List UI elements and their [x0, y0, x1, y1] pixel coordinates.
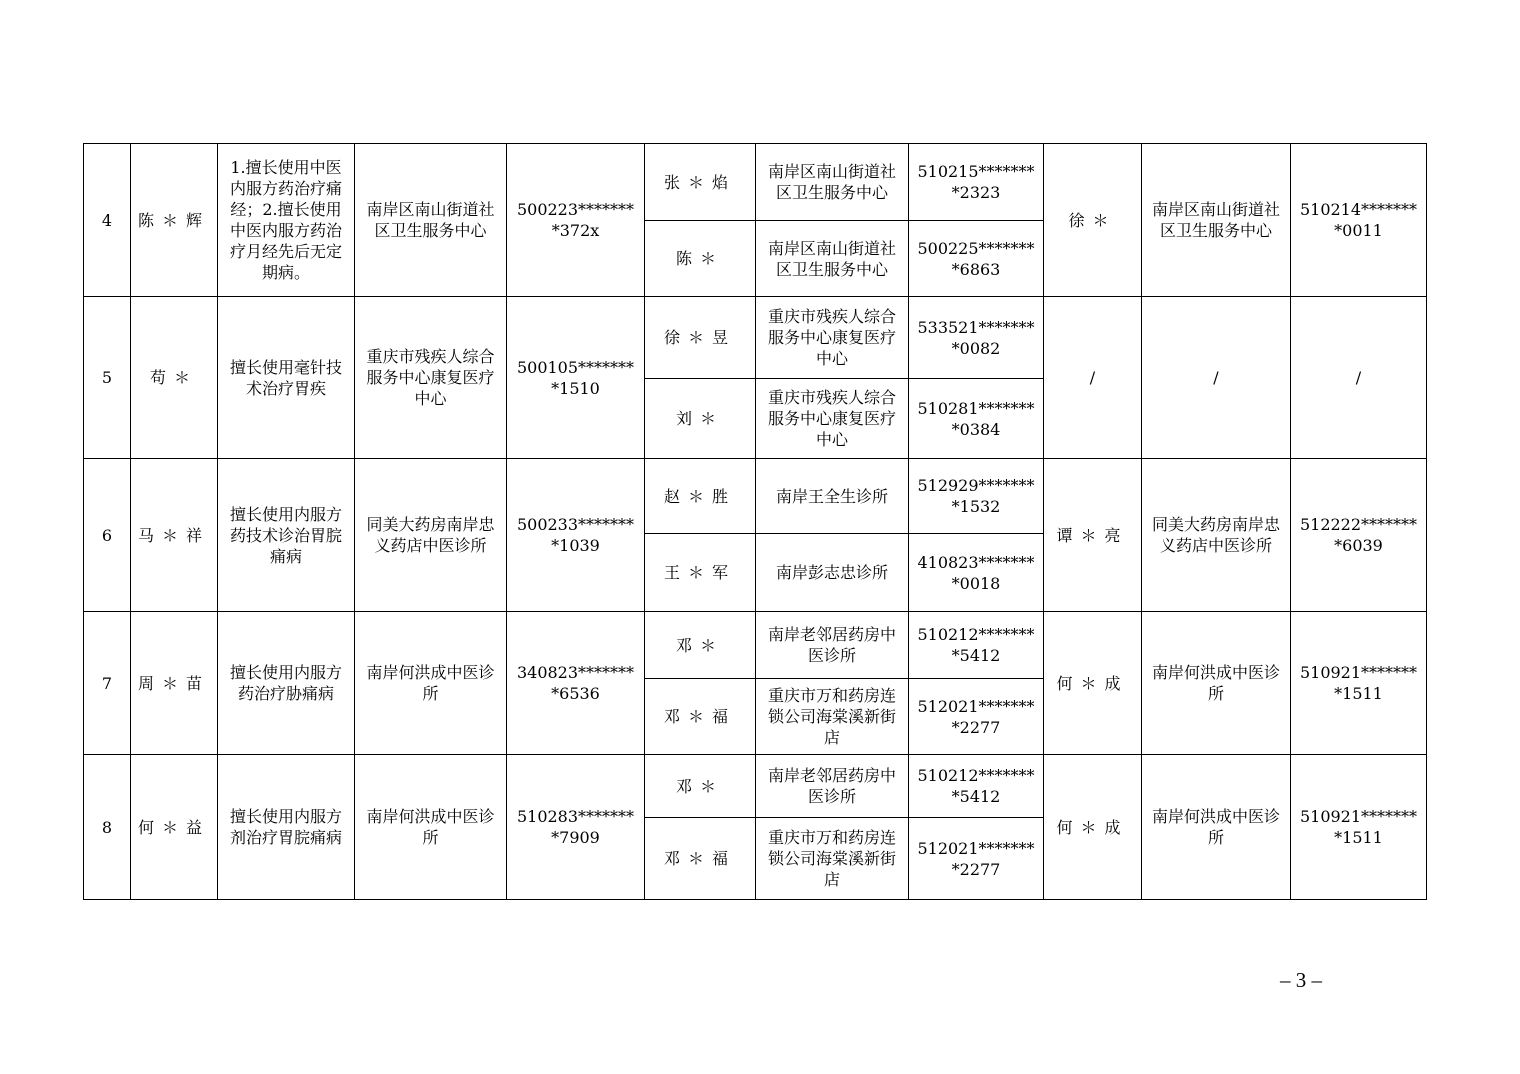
mentor-name: 邓＊	[645, 612, 756, 679]
witness-unit: 南岸区南山街道社区卫生服务中心	[1142, 144, 1291, 297]
table-row	[84, 755, 1427, 818]
mentor-id: 410823********0018	[909, 534, 1044, 612]
mentor-name: 邓＊	[645, 755, 756, 818]
page-number: – 3 –	[1280, 968, 1322, 992]
skill-description: 擅长使用内服方剂治疗胃脘痛病	[218, 755, 355, 900]
inheritor-name: 马＊祥	[131, 459, 218, 612]
row-number: 6	[84, 459, 131, 612]
mentor-id: 512021********2277	[909, 818, 1044, 900]
witness-unit: /	[1142, 297, 1291, 459]
witness-name: 谭＊亮	[1044, 459, 1142, 612]
witness-name: 徐＊	[1044, 144, 1142, 297]
mentor-id: 512929********1532	[909, 459, 1044, 534]
mentor-id: 510281********0384	[909, 379, 1044, 459]
table-row	[84, 612, 1427, 679]
mentor-unit: 南岸王全生诊所	[756, 459, 909, 534]
mentor-unit: 南岸彭志忠诊所	[756, 534, 909, 612]
skill-description: 擅长使用内服方药治疗胁痛病	[218, 612, 355, 755]
mentor-name: 徐＊昱	[645, 297, 756, 379]
row-number: 5	[84, 297, 131, 459]
row-number: 7	[84, 612, 131, 755]
inheritor-name: 何＊益	[131, 755, 218, 900]
table-row	[84, 297, 1427, 379]
table-row	[84, 459, 1427, 534]
mentor-unit: 南岸老邻居药房中医诊所	[756, 755, 909, 818]
mentor-unit: 重庆市残疾人综合服务中心康复医疗中心	[756, 379, 909, 459]
inheritor-name: 陈＊辉	[131, 144, 218, 297]
mentor-name: 邓＊福	[645, 679, 756, 755]
witness-id: /	[1291, 297, 1427, 459]
witness-name: /	[1044, 297, 1142, 459]
inheritor-name: 周＊苗	[131, 612, 218, 755]
inheritor-id: 340823********6536	[507, 612, 645, 755]
inheritor-unit: 南岸何洪成中医诊所	[355, 755, 507, 900]
inheritor-id: 510283********7909	[507, 755, 645, 900]
mentor-name: 张＊焰	[645, 144, 756, 221]
mentor-id: 510212********5412	[909, 755, 1044, 818]
mentor-id: 533521********0082	[909, 297, 1044, 379]
mentor-id: 512021********2277	[909, 679, 1044, 755]
mentor-name: 陈＊	[645, 221, 756, 297]
mentor-unit: 南岸老邻居药房中医诊所	[756, 612, 909, 679]
inheritor-unit: 重庆市残疾人综合服务中心康复医疗中心	[355, 297, 507, 459]
witness-id: 510921********1511	[1291, 612, 1427, 755]
witness-unit: 南岸何洪成中医诊所	[1142, 755, 1291, 900]
inheritor-id: 500233********1039	[507, 459, 645, 612]
mentor-unit: 重庆市万和药房连锁公司海棠溪新街店	[756, 818, 909, 900]
witness-id: 512222********6039	[1291, 459, 1427, 612]
mentor-id: 510212********5412	[909, 612, 1044, 679]
witness-name: 何＊成	[1044, 755, 1142, 900]
inheritor-unit: 南岸区南山街道社区卫生服务中心	[355, 144, 507, 297]
inheritor-name: 苟＊	[131, 297, 218, 459]
mentor-name: 刘＊	[645, 379, 756, 459]
mentor-unit: 重庆市万和药房连锁公司海棠溪新街店	[756, 679, 909, 755]
witness-name: 何＊成	[1044, 612, 1142, 755]
mentor-name: 邓＊福	[645, 818, 756, 900]
row-number: 4	[84, 144, 131, 297]
inheritor-id: 500105********1510	[507, 297, 645, 459]
witness-id: 510214********0011	[1291, 144, 1427, 297]
skill-description: 擅长使用内服方药技术诊治胃脘痛病	[218, 459, 355, 612]
mentor-name: 王＊军	[645, 534, 756, 612]
inheritor-unit: 同美大药房南岸忠义药店中医诊所	[355, 459, 507, 612]
mentor-unit: 重庆市残疾人综合服务中心康复医疗中心	[756, 297, 909, 379]
mentor-name: 赵＊胜	[645, 459, 756, 534]
roster-table	[83, 143, 1427, 900]
skill-description: 1.擅长使用中医内服方药治疗痛经；2.擅长使用中医内服方药治疗月经先后无定期病。	[218, 144, 355, 297]
inheritor-id: 500223********372x	[507, 144, 645, 297]
mentor-id: 500225********6863	[909, 221, 1044, 297]
skill-description: 擅长使用毫针技术治疗胃疾	[218, 297, 355, 459]
witness-unit: 南岸何洪成中医诊所	[1142, 612, 1291, 755]
inheritor-unit: 南岸何洪成中医诊所	[355, 612, 507, 755]
mentor-unit: 南岸区南山街道社区卫生服务中心	[756, 221, 909, 297]
mentor-unit: 南岸区南山街道社区卫生服务中心	[756, 144, 909, 221]
witness-unit: 同美大药房南岸忠义药店中医诊所	[1142, 459, 1291, 612]
mentor-id: 510215********2323	[909, 144, 1044, 221]
witness-id: 510921********1511	[1291, 755, 1427, 900]
row-number: 8	[84, 755, 131, 900]
table-row	[84, 144, 1427, 221]
